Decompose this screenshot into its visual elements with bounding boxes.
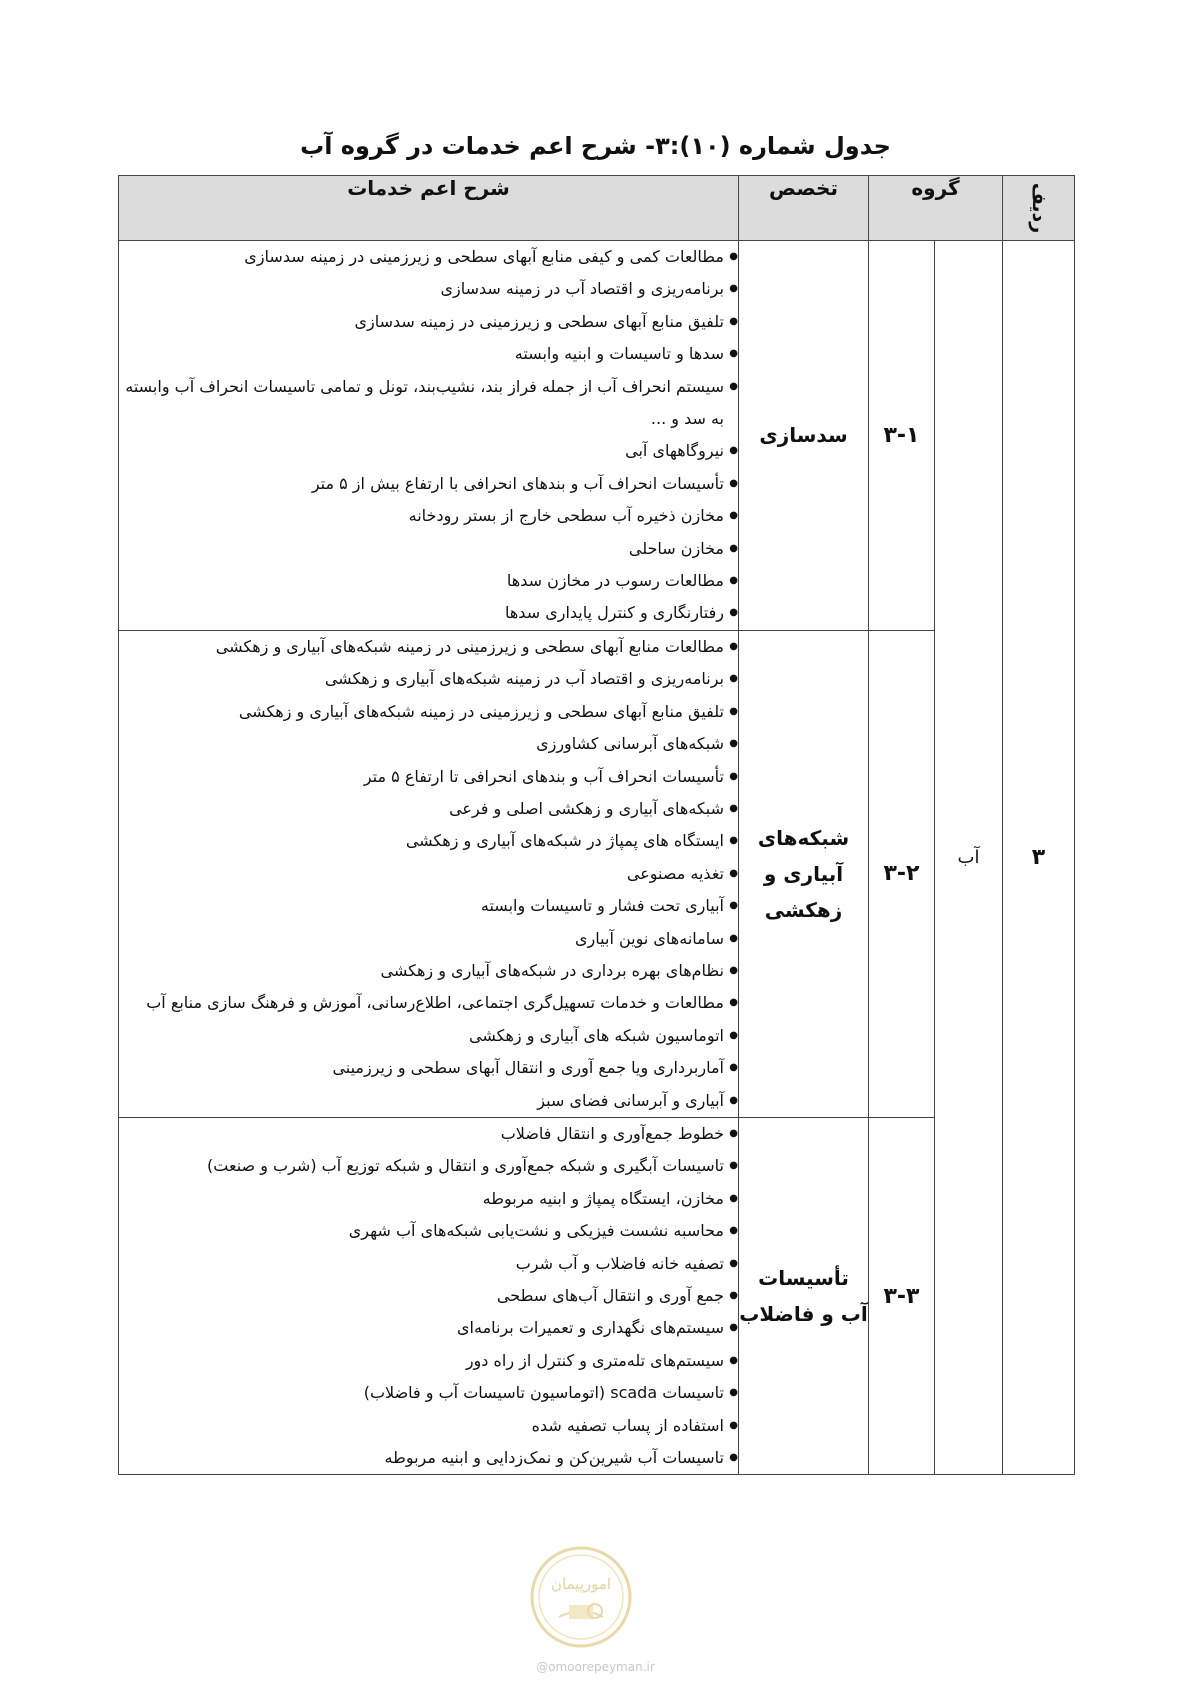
specialty-cell [739, 1117, 869, 1474]
table-row [119, 241, 1075, 631]
list-item: ● تغذیه مصنوعی [119, 858, 738, 890]
list-item: ● برنامه‌ریزی و اقتصاد آب در زمینه شبکه‌های آبیاری و زهکشی [119, 663, 738, 695]
section-code: ۳-۳ [869, 1117, 935, 1474]
list-item: ● اتوماسیون شبکه های آبیاری و زهکشی [119, 1020, 738, 1052]
services-cell [119, 241, 739, 631]
list-item: ● مخازن ذخیره آب سطحی خارج از بستر رودخانه [119, 500, 738, 532]
list-item: ● سامانه‌های نوین آبیاری [119, 923, 738, 955]
table-row [119, 630, 1075, 1117]
header-row-number-label: ردیف [1027, 182, 1050, 234]
list-item: ● محاسبه نشست فیزیکی و نشت‌یابی شبکه‌های آب شهری [119, 1215, 738, 1247]
omoorepeyman-seal-logo-icon [529, 1545, 633, 1649]
seal-logo-text: امورپیمان [550, 1575, 612, 1593]
specialty-line: تأسیسات [758, 1266, 849, 1291]
list-item: ● شبکه‌های آبرسانی کشاورزی [119, 728, 738, 760]
list-item: ● شبکه‌های آبیاری و زهکشی اصلی و فرعی [119, 793, 738, 825]
list-item: ● نظام‌های بهره برداری در شبکه‌های آبیاری و زهکشی [119, 955, 738, 987]
list-item: ● آبیاری تحت فشار و تاسیسات وابسته [119, 890, 738, 922]
list-item: ● سیستم انحراف آب از جمله فراز بند، نشیب‌بند، تونل و تمامی تاسیسات انحراف آب وابسته به سد و ... [119, 371, 738, 436]
list-item: ● سدها و تاسیسات و ابنیه وابسته [119, 338, 738, 370]
specialty-line: سدسازی [759, 423, 848, 448]
list-item: ● ایستگاه های پمپاژ در شبکه‌های آبیاری و زهکشی [119, 825, 738, 857]
list-item: ● مطالعات رسوب در مخازن سدها [119, 565, 738, 597]
list-item: ● تأسیسات انحراف آب و بندهای انحرافی با ارتفاع بیش از ۵ متر [119, 468, 738, 500]
services-cell [119, 630, 739, 1117]
header-description: شرح اعم خدمات [119, 176, 739, 241]
list-item: ● تصفیه خانه فاضلاب و آب شرب [119, 1248, 738, 1280]
list-item: ● مطالعات و خدمات تسهیل‌گری اجتماعی، اطلاع‌رسانی، آموزش و فرهنگ سازی منابع آب [119, 987, 738, 1019]
services-list [119, 631, 738, 1117]
list-item: ● آبیاری و آبرسانی فضای سبز [119, 1085, 738, 1117]
specialty-line: آب و فاضلاب [739, 1302, 868, 1327]
services-cell [119, 1117, 739, 1474]
row-number-cell: ۳ [1003, 241, 1075, 1475]
list-item: ● سیستم‌های نگهداری و تعمیرات برنامه‌ای [119, 1312, 738, 1344]
list-item: ● تاسیسات آب شیرین‌کن و نمک‌زدایی و ابنیه مربوطه [119, 1442, 738, 1474]
list-item: ● تاسیسات scada (اتوماسیون تاسیسات آب و فاضلاب) [119, 1377, 738, 1409]
header-group: گروه [869, 176, 1003, 241]
list-item: ● تاسیسات آبگیری و شبکه جمع‌آوری و انتقال و شبکه توزیع آب (شرب و صنعت) [119, 1150, 738, 1182]
list-item: ● تأسیسات انحراف آب و بندهای انحرافی تا ارتفاع ۵ متر [119, 761, 738, 793]
table-row [119, 1117, 1075, 1474]
table-title: جدول شماره (۱۰):۳- شرح اعم خدمات در گروه آب [300, 132, 891, 160]
list-item: ● رفتارنگاری و کنترل پایداری سدها [119, 597, 738, 629]
list-item: ● مخازن، ایستگاه پمپاژ و ابنیه مربوطه [119, 1183, 738, 1215]
specialty-cell [739, 630, 869, 1117]
list-item: ● آماربرداری ویا جمع آوری و انتقال آبهای سطحی و زیرزمینی [119, 1052, 738, 1084]
section-code: ۳-۱ [869, 241, 935, 631]
list-item: ● نیروگاههای آبی [119, 435, 738, 467]
list-item: ● برنامه‌ریزی و اقتصاد آب در زمینه سدسازی [119, 273, 738, 305]
list-item: ● استفاده از پساب تصفیه شده [119, 1410, 738, 1442]
list-item: ● مخازن ساحلی [119, 533, 738, 565]
specialty-line: شبکه‌های [757, 825, 850, 850]
specialty-cell [739, 241, 869, 631]
list-item: ● جمع آوری و انتقال آب‌های سطحی [119, 1280, 738, 1312]
list-item: ● خطوط جمع‌آوری و انتقال فاضلاب [119, 1118, 738, 1150]
section-code: ۳-۲ [869, 630, 935, 1117]
table-header-row [119, 176, 1075, 241]
list-item: ● سیستم‌های تله‌متری و کنترل از راه دور [119, 1345, 738, 1377]
list-item: ● مطالعات منابع آبهای سطحی و زیرزمینی در زمینه شبکه‌های آبیاری و زهکشی [119, 631, 738, 663]
services-table [118, 175, 1075, 1475]
specialty-line: آبیاری و زهکشی [763, 861, 844, 922]
header-row-number [1003, 176, 1075, 241]
list-item: ● تلفیق منابع آبهای سطحی و زیرزمینی در زمینه سدسازی [119, 306, 738, 338]
watermark-url: @omoorepeyman.ir [536, 1660, 655, 1674]
group-name-cell: آب [935, 241, 1003, 1475]
list-item: ● مطالعات کمی و کیفی منابع آبهای سطحی و زیرزمینی در زمینه سدسازی [119, 241, 738, 273]
list-item: ● تلفیق منابع آبهای سطحی و زیرزمینی در زمینه شبکه‌های آبیاری و زهکشی [119, 696, 738, 728]
services-list [119, 241, 738, 630]
services-list [119, 1118, 738, 1474]
header-specialty: تخصص [739, 176, 869, 241]
